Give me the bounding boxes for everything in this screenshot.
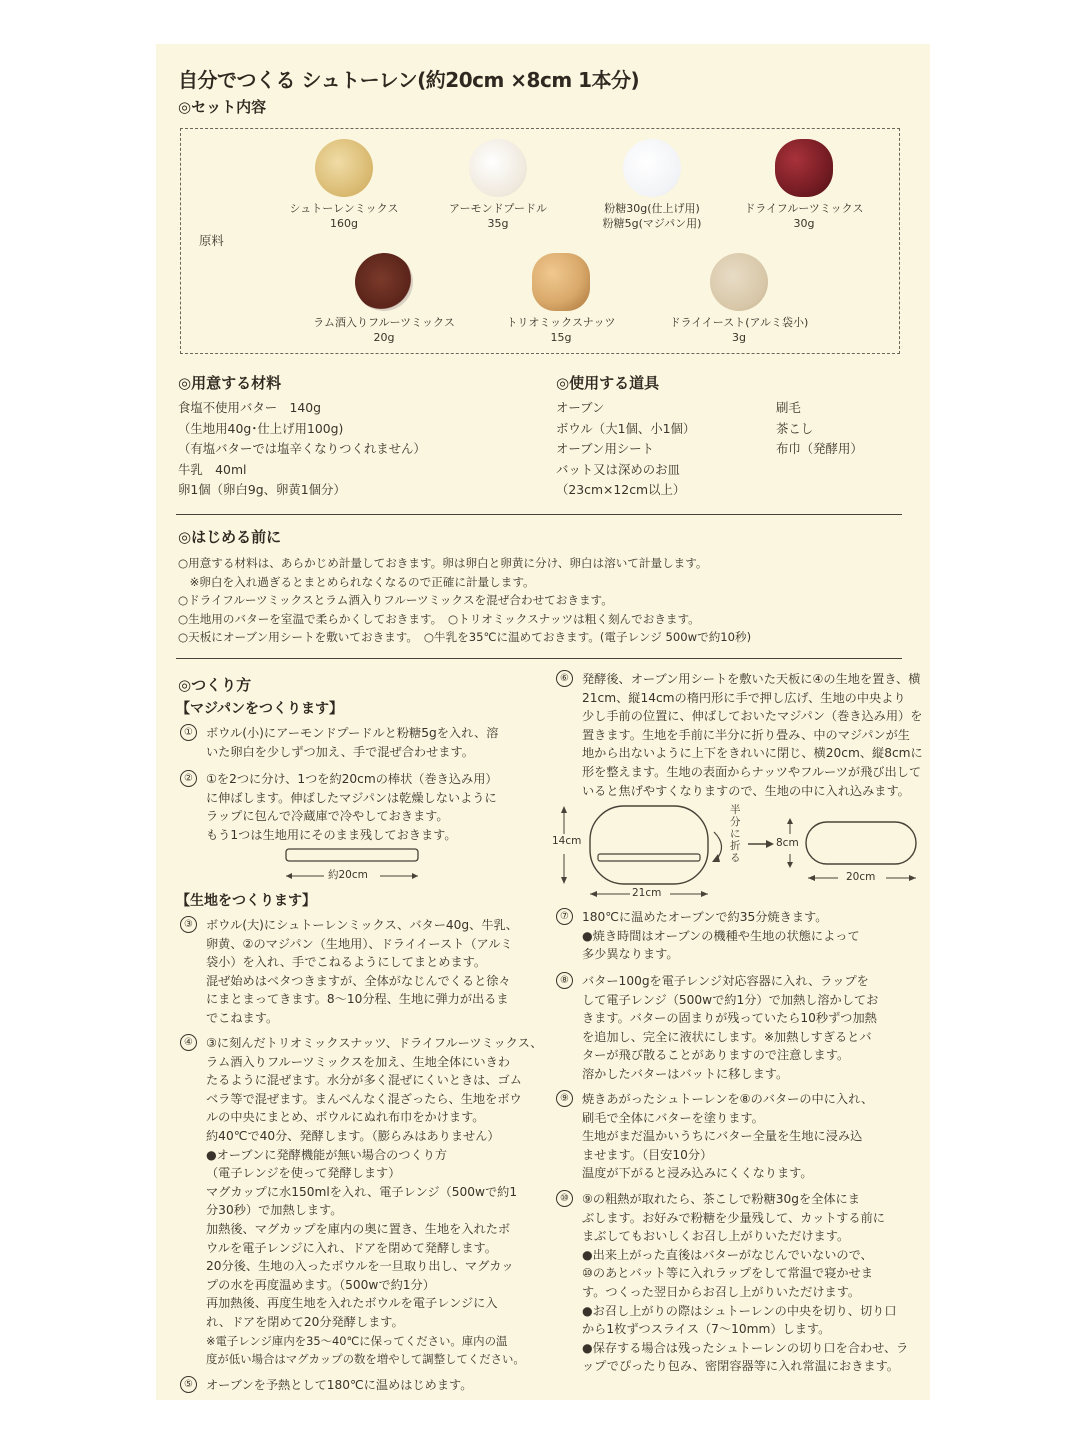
ingredient-trio-nuts: トリオミックスナッツ 15g — [491, 253, 631, 345]
ingredient-rum-fruit-mix: ラム酒入りフルーツミックス 20g — [299, 253, 469, 345]
ingredient-dry-yeast: ドライイースト(アルミ袋小) 3g — [657, 253, 821, 345]
howto-heading: ◎つくり方 — [178, 676, 252, 694]
recipe-title: 自分でつくる シュトーレン(約20cm ×8cm 1本分) — [178, 68, 640, 92]
powdered-sugar-photo — [623, 139, 681, 197]
before-heading: ◎はじめる前に — [178, 528, 282, 546]
tools-list-2: 刷毛 茶こし 布巾（発酵用） — [776, 400, 863, 456]
ingredient-almond-powder: アーモンドプードル 35g — [431, 139, 565, 231]
ingredient-powdered-sugar: 粉糖30g(仕上げ用) 粉糖5g(マジパン用) — [585, 139, 719, 231]
trio-nuts-photo — [532, 253, 590, 311]
final-width-label: 20cm — [846, 871, 876, 883]
before-list: ○用意する材料は、あらかじめ計量しておきます。卵は卵白と卵黄に分け、卵白は溶いて計量します。 ※卵白を入れ過ぎるとまとめられなくなるので正確に計量します。 ○ドライフルーツミックスとラム酒入りフルーツミックスを混ぜ合わせておきます。 ○生地用のバターを室温で柔らかくしておきます。 ○トリオミックスナッツは粗く刻んでおきます。 ○天板にオーブン用シートを敷いておきます。 ○牛乳を35℃に温めておきます。(電子レンジ 500wで約10秒) — [178, 556, 752, 645]
marzipan-length-label: 約20cm — [328, 869, 368, 881]
set-contents-box — [180, 128, 900, 354]
tools-list-1: オーブン ボウル（大1個、小1個） オーブン用シート バット又は深めのお皿 （23cm×12cm以上） — [556, 400, 696, 497]
set-contents-heading: ◎セット内容 — [178, 98, 267, 116]
ingredients-label: 原料 — [199, 233, 224, 248]
marzipan-heading: 【マジパンをつくります】 — [176, 701, 344, 717]
materials-list: 食塩不使用バター 140g （生地用40g･仕上げ用100g) （有塩バターでは塩辛くなりつくれません） 牛乳 40ml 卵1個（卵白9g、卵黄1個分） — [178, 400, 426, 497]
rum-fruit-photo — [355, 253, 413, 311]
dough-height-label: 14cm — [552, 835, 582, 847]
tools-heading: ◎使用する道具 — [556, 374, 660, 392]
stollen-mix-photo — [315, 139, 373, 197]
dough-heading: 【生地をつくります】 — [176, 893, 316, 909]
recipe-card: 自分でつくる シュトーレン(約20cm ×8cm 1本分) ◎セット内容 原料 シュトーレンミックス 160g アーモンドプードル 35g 粉糖30g(仕上げ用) 粉糖5g(マジパン用) ドライフルーツミックス 30g ラム酒入りフルーツミックス 20g トリオミックスナッツ 15g ドライイースト(アルミ袋小) 3g ◎用意する材料 食塩不使用バター 140g （生地用40g･仕上げ用100g) （有塩バターでは塩辛くなりつくれません） 牛乳 40ml 卵1個（卵白9g、卵黄1個分） ◎使用する道具 オーブン ボウル（大1個、小1個） オーブン用シート バット又は深めのお皿 （23cm×12cm以上） 刷毛 茶こし 布巾（発酵用） ◎はじめる前に ○用意する材料は、あらかじめ計量しておきます。卵は卵白と卵黄に分け、卵白は溶いて計量します。 ※卵白を入れ過ぎるとまとめられなくなるので正確に計量します。 ○ドライフルーツミックスとラム酒入りフルーツミックスを混ぜ合わせておきます。 ○生地用のバターを室温で柔らかくしておきます。 ○トリオミックスナッツは粗く刻んでおきます。 ○天板にオーブン用シートを敷いておきます。 ○牛乳を35℃に温めておきます。(電子レンジ 500wで約10秒) ◎つくり方 【マジパンをつくります】 ① ボウル(小)にアーモンドプードルと粉糖5gを入れ、溶 いた卵白を少しずつ加え、手で混ぜ合わせます。 ② ①を2つに分け、1つを約20cmの棒状（巻き込み用） に伸ばします。伸ばしたマジパンは乾燥しないように ラップに包んで冷蔵庫で冷やしておきます。 もう1つは生地用にそのまま残しておきます。 約20cm 【生地をつくります】 ③ ボウル(大)にシュトーレンミックス、バター40g、牛乳、 卵黄、②のマジパン（生地用）、ドライイースト（アルミ 袋小）を入れ、手でこねるようにしてまとめます。 混ぜ始めはベタつきますが、全体がなじんでくると徐々 にまとまってきます。8～10分程、生地に弾力が出るま でこねます。 ④ ③に刻んだトリオミックスナッツ、ドライフルーツミックス、 ラム酒入りフルーツミックスを加え、生地全体にいきわ たるように混ぜます。水分が多く混ぜにくいときは、ゴム ベラ等で混ぜます。まんべんなく混ざったら、生地をボウ ルの中央にまとめ、ボウルにぬれ布巾をかけます。 約40℃で40分、発酵します。（膨らみはありません） ●オーブンに発酵機能が無い場合のつくり方 （電子レンジを使って発酵します） マグカップに水150mlを入れ、電子レンジ（500wで約1 分30秒）で加熱します。 加熱後、マグカップを庫内の奥に置き、生地を入れたボ ウルを電子レンジに入れ、ドアを閉めて発酵します。 20分後、生地の入ったボウルを一旦取り出し、マグカッ プの水を再度温めます。（500wで約1分） 再加熱後、再度生地を入れたボウルを電子レンジに入 れ、ドアを閉めて20分発酵します。 ※電子レンジ庫内を35～40℃に保ってください。庫内の温 度が低い場合はマグカップの数を増やして調整してください。 ⑤ オーブンを予熱として180℃に温めはじめます。 ⑥ 発酵後、オーブン用シートを敷いた天板に④の生地を置き、横 21cm、縦14cmの楕円形に手で押し広げ、生地の中央より 少し手前の位置に、伸ばしておいたマジパン（巻き込み用）を 置きます。生地を手前に半分に折り畳み、中のマジパンが生 地から出ないように上下をきれいに閉じ、横20cm、縦8cmに 形を整えます。生地の表面からナッツやフルーツが飛び出して いると焦げやすくなりますので、生地の中に入れ込みます。 14cm 21cm 半分に折る 8cm 20cm ⑦ 180℃に温めたオーブンで約35分焼きます。 ●焼き時間はオーブンの機種や生地の状態によって 多少異なります。 ⑧ バター100gを電子レンジ対応容器に入れ、ラップを して電子レンジ（500wで約1分）で加熱し溶かしてお きます。バターの固まりが残っていたら10秒ずつ加熱 を追加し、完全に液状にします。※加熱しすぎるとバ ターが飛び散ることがありますので注意します。 溶かしたバターはバットに移します。 ⑨ 焼きあがったシュトーレンを⑧のバターの中に入れ、 刷毛で全体にバターを塗ります。 生地がまだ温かいうちにバター全量を生地に浸み込 ませます。（目安10分） 温度が下がると浸み込みにくくなります。 ⑩ ⑨の粗熱が取れたら、茶こしで粉糖30gを全体にま ぶします。お好みで粉糖を少量残して、カットする前に まぶしてもおいしくお召し上がりいただけます。 ●出来上がった直後はバターがなじんでいないので、 ⑩のあとバット等に入れラップをして常温で寝かせま す。つくった翌日からお召し上がりいただけます。 ●お召し上がりの際はシュトーレンの中央を切り、切り口 から1枚ずつスライス（7～10mm）します。 ●保存する場合は残ったシュトーレンの切り口を合わせ、ラ ップでぴったり包み、密閉容器等に入れ常温におきます。 — [156, 44, 930, 1400]
divider — [176, 658, 902, 659]
final-height-label: 8cm — [776, 837, 799, 849]
ingredient-stollen-mix: シュトーレンミックス 160g — [277, 139, 411, 231]
divider — [176, 514, 902, 515]
ingredient-dried-fruit-mix: ドライフルーツミックス 30g — [737, 139, 871, 231]
almond-powder-photo — [469, 139, 527, 197]
fold-label: 半分に折る — [730, 804, 741, 864]
dried-fruit-photo — [775, 139, 833, 197]
materials-heading: ◎用意する材料 — [178, 374, 282, 392]
dry-yeast-photo — [710, 253, 768, 311]
dough-width-label: 21cm — [632, 887, 662, 899]
